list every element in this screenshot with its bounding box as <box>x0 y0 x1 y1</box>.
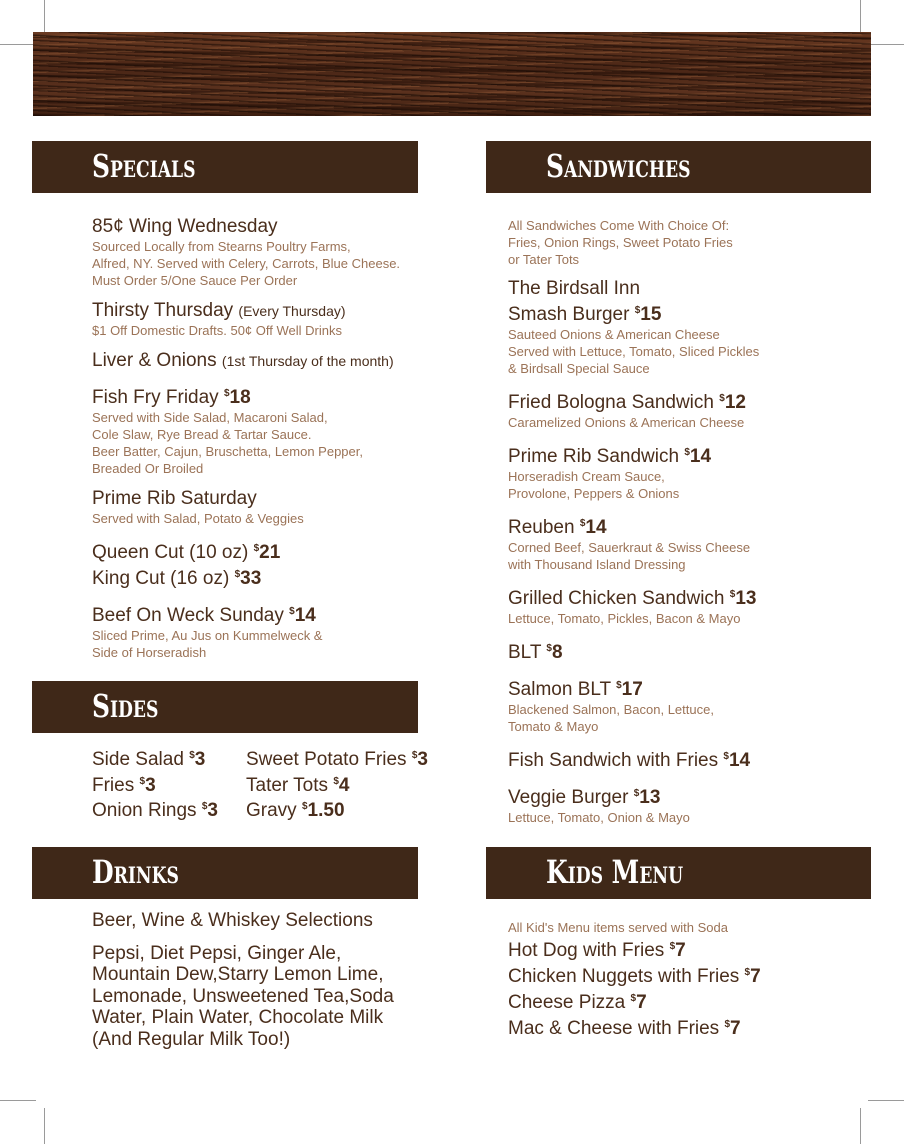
menu-item <box>92 538 422 590</box>
drinks-line: (And Regular Milk Too!) <box>92 1028 291 1050</box>
kids-menu-intro: All Kid's Menu items served with Soda <box>508 920 728 935</box>
item-description: Lettuce, Tomato, Onion & Mayo <box>508 810 690 825</box>
side-item: Tater Tots $4 <box>246 774 350 796</box>
side-item: Side Salad $3 <box>92 749 206 770</box>
sides-column <box>92 745 246 822</box>
side-item: Fries $3 <box>92 774 156 796</box>
item-name: King Cut (16 oz) $33 <box>92 568 262 589</box>
item-description: Sourced Locally from Stearns Poultry Farms, Alfred, NY. Served with Celery, Carrots, Blue Cheese. Must Order 5/One Sauce Per Order <box>92 239 401 288</box>
item-name: Thirsty Thursday (Every Thursday) <box>92 300 346 321</box>
item-name: Prime Rib Saturday <box>92 488 257 509</box>
menu-item <box>92 216 422 289</box>
item-description: $1 Off Domestic Drafts. 50¢ Off Well Drinks <box>92 323 342 338</box>
sides-list <box>92 745 432 822</box>
sandwiches-header <box>486 141 871 193</box>
drinks-list <box>92 910 422 1050</box>
crop-mark <box>868 1100 904 1101</box>
item-name: Reuben $14 <box>508 517 607 538</box>
item-description: Lettuce, Tomato, Pickles, Bacon & Mayo <box>508 611 741 626</box>
item-description: Corned Beef, Sauerkraut & Swiss Cheese with Thousand Island Dressing <box>508 540 751 572</box>
item-name: Prime Rib Sandwich $14 <box>508 446 712 467</box>
menu-item <box>508 675 808 735</box>
item-name: Grilled Chicken Sandwich $13 <box>508 588 757 609</box>
wood-banner <box>33 32 871 116</box>
sandwiches-intro: All Sandwiches Come With Choice Of: Fries, Onion Rings, Sweet Potato Fries or Tater Tots <box>508 218 733 267</box>
item-name: Beef On Weck Sunday $14 <box>92 605 316 626</box>
menu-item <box>508 513 808 573</box>
drinks-line: Pepsi, Diet Pepsi, Ginger Ale, <box>92 942 342 964</box>
menu-item <box>92 300 422 339</box>
section-title: Sides <box>92 687 159 725</box>
drinks-selections: Beer, Wine & Whiskey Selections <box>92 910 373 931</box>
item-name: Veggie Burger $13 <box>508 787 661 808</box>
item-name: Fish Sandwich with Fries $14 <box>508 750 751 771</box>
drinks-line: Mountain Dew,Starry Lemon Lime, <box>92 964 384 985</box>
item-name: Salmon BLT $17 <box>508 679 643 700</box>
item-description: Blackened Salmon, Bacon, Lettuce, Tomato & Mayo <box>508 702 714 734</box>
crop-mark <box>868 44 904 45</box>
menu-item <box>508 388 808 431</box>
side-item: Sweet Potato Fries $3 <box>246 749 428 770</box>
crop-mark <box>44 0 45 36</box>
soft-drinks <box>92 943 422 1051</box>
section-title: Drinks <box>92 853 179 891</box>
item-name: 85¢ Wing Wednesday <box>92 216 278 237</box>
item-description: Sauteed Onions & American Cheese Served with Lettuce, Tomato, Sliced Pickles & Birdsall Special Sauce <box>508 327 760 376</box>
item-name: Liver & Onions (1st Thursday of the month) <box>92 350 394 371</box>
side-item: Onion Rings $3 <box>92 800 218 821</box>
kids-item: Mac & Cheese with Fries $7 <box>508 1018 741 1039</box>
kids-menu-header <box>486 847 871 899</box>
section-title: Specials <box>92 147 196 185</box>
sandwiches-list <box>508 217 808 837</box>
menu-item <box>508 746 808 772</box>
crop-mark <box>0 44 36 45</box>
kids-menu-list <box>508 919 838 1040</box>
menu-item <box>508 638 808 664</box>
menu-item <box>508 584 808 627</box>
section-title: Sandwiches <box>546 147 691 185</box>
item-name: Smash Burger $15 <box>508 304 662 325</box>
crop-mark <box>860 0 861 36</box>
drinks-header <box>32 847 418 899</box>
item-description: Sliced Prime, Au Jus on Kummelweck & Side of Horseradish <box>92 628 323 660</box>
item-description: Caramelized Onions & American Cheese <box>508 415 745 430</box>
specials-header <box>32 141 418 193</box>
side-item: Gravy $1.50 <box>246 800 345 821</box>
kids-item: Hot Dog with Fries $7 <box>508 940 686 961</box>
menu-item <box>508 278 808 377</box>
menu-item <box>92 350 422 372</box>
crop-mark <box>860 1108 861 1144</box>
section-title: Kids Menu <box>546 853 684 891</box>
kids-item: Chicken Nuggets with Fries $7 <box>508 966 761 987</box>
sides-column <box>246 745 428 822</box>
specials-list <box>92 216 422 672</box>
item-description: Served with Side Salad, Macaroni Salad, Cole Slaw, Rye Bread & Tartar Sauce. Beer Batter, Cajun, Bruschetta, Lemon Pepper, Breaded Or Broiled <box>92 410 363 476</box>
item-description: Served with Salad, Potato & Veggies <box>92 511 304 526</box>
item-name: The Birdsall Inn <box>508 278 641 299</box>
item-name: Queen Cut (10 oz) $21 <box>92 542 281 563</box>
item-name: Fish Fry Friday $18 <box>92 387 251 408</box>
menu-item <box>92 383 422 477</box>
item-name: BLT $8 <box>508 642 563 663</box>
menu-item <box>92 488 422 527</box>
item-description: Horseradish Cream Sauce, Provolone, Peppers & Onions <box>508 469 680 501</box>
item-name: Fried Bologna Sandwich $12 <box>508 392 746 413</box>
crop-mark <box>0 1100 36 1101</box>
menu-item <box>508 783 808 826</box>
drinks-line: Lemonade, Unsweetened Tea,Soda <box>92 985 394 1007</box>
menu-item <box>508 442 808 502</box>
crop-mark <box>44 1108 45 1144</box>
drinks-line: Water, Plain Water, Chocolate Milk <box>92 1007 384 1028</box>
kids-item: Cheese Pizza $7 <box>508 992 647 1013</box>
menu-item <box>92 601 422 661</box>
sides-header <box>32 681 418 733</box>
